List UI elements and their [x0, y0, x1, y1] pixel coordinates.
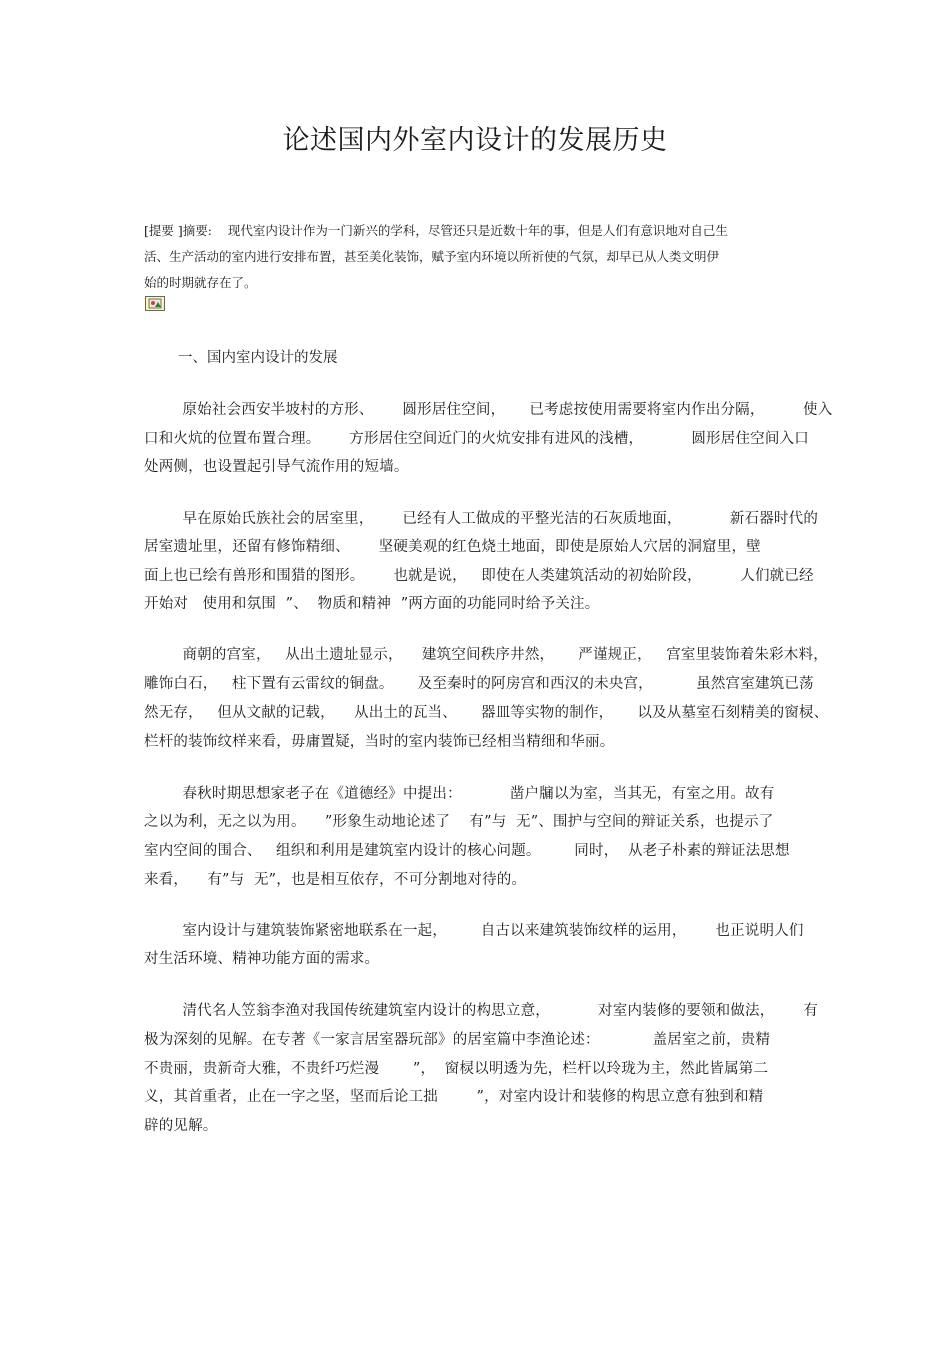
paragraph-line: 清代名人笠翁李渔对我国传统建筑室内设计的构思立意， 对室内装修的要领和做法， 有 [144, 1003, 819, 1019]
paragraph-line: 春秋时期思想家老子在《道德经》中提出： 凿户牖以为室，当其无，有室之用。故有 [144, 786, 775, 802]
paragraph-line: 商朝的宫室， 从出土遗址显示， 建筑空间秩序井然， 严谨规正， 宫室里装饰着朱彩木料， [144, 647, 828, 663]
paragraph-line: 不贵丽，贵新奇大雅，不贵纤巧烂漫 ”， 窗棂以明透为先，栏杆以玲珑为主，然此皆属第二 [144, 1061, 769, 1077]
paragraph-line: 辟的见解。 [144, 1118, 218, 1134]
paragraph-line: 之以为利，无之以为用。 ”形象生动地论述了 有”与 无”、围护与空间的辩证关系，也提示了 [144, 814, 774, 830]
paragraph-line: 处两侧，也设置起引导气流作用的短墙。 [144, 459, 409, 475]
broken-image-icon [145, 296, 165, 311]
paragraph-line: 极为深刻的见解。在专著《一家言居室器玩部》的居室篇中李渔论述： 盖居室之前，贵精 [144, 1032, 771, 1048]
paragraph-line: 对生活环境、精神功能方面的需求。 [144, 951, 380, 967]
abstract [144, 218, 784, 296]
paragraph-line: 面上也已绘有兽形和围猎的图形。 也就是说， 即使在人类建筑活动的初始阶段， 人们就已经 [144, 568, 814, 584]
paragraph-line: 口和火炕的位置布置合理。 方形居住空间近门的火炕安排有进风的浅槽， 圆形居住空间入口 [144, 431, 809, 447]
document-title: 论述国内外室内设计的发展历史 [282, 125, 668, 156]
paragraph-line: 雕饰白石， 柱下置有云雷纹的铜盘。 及至秦时的阿房宫和西汉的未央宫， 虽然宫室建筑已荡 [144, 676, 814, 692]
paragraph-line: 室内设计与建筑装饰紧密地联系在一起， 自古以来建筑装饰纹样的运用， 也正说明人们 [144, 923, 804, 939]
abstract-line: [提要 ]摘要: 现代室内设计作为一门新兴的学科，尽管还只是近数十年的事，但是人们有意识地对自己生 [144, 223, 728, 238]
paragraph-line: 室内空间的围合、 组织和利用是建筑室内设计的核心问题。 同时， 从老子朴素的辩证法思想 [144, 843, 790, 859]
paragraph-line: 原始社会西安半坡村的方形、 圆形居住空间， 已考虑按使用需要将室内作出分隔， 使入 [144, 402, 833, 418]
paragraph-line: 栏杆的装饰纹样来看，毋庸置疑，当时的室内装饰已经相当精细和华丽。 [144, 734, 615, 750]
paragraph-line: 然无存， 但从文献的记载， 从出土的瓦当、 器皿等实物的制作， 以及从墓室石刻精美的窗棂、 [144, 705, 829, 721]
paragraph-line: 居室遗址里，还留有修饰精细、 坚硬美观的红色烧土地面，即使是原始人穴居的洞窟里，壁 [144, 539, 761, 555]
paragraph-line: 来看， 有”与 无”，也是相互依存，不可分割地对待的。 [144, 872, 527, 888]
paragraph-line: 义，其首重者，止在一字之坚，坚而后论工拙 ”，对室内设计和装修的构思立意有独到和精 [144, 1089, 764, 1105]
section-heading: 一、国内室内设计的发展 [178, 350, 338, 366]
abstract-line: 始的时期就存在了。 [144, 275, 257, 290]
paragraph-line: 开始对 使用和氛围 ”、 物质和精神 ”两方面的功能同时给予关注。 [144, 596, 600, 612]
abstract-line: 活、生产活动的室内进行安排布置，甚至美化装饰，赋予室内环境以所祈使的气氛，却早已从人类文明伊 [144, 249, 720, 264]
paragraph-line: 早在原始氏族社会的居室里， 已经有人工做成的平整光洁的石灰质地面， 新石器时代的 [144, 511, 819, 527]
